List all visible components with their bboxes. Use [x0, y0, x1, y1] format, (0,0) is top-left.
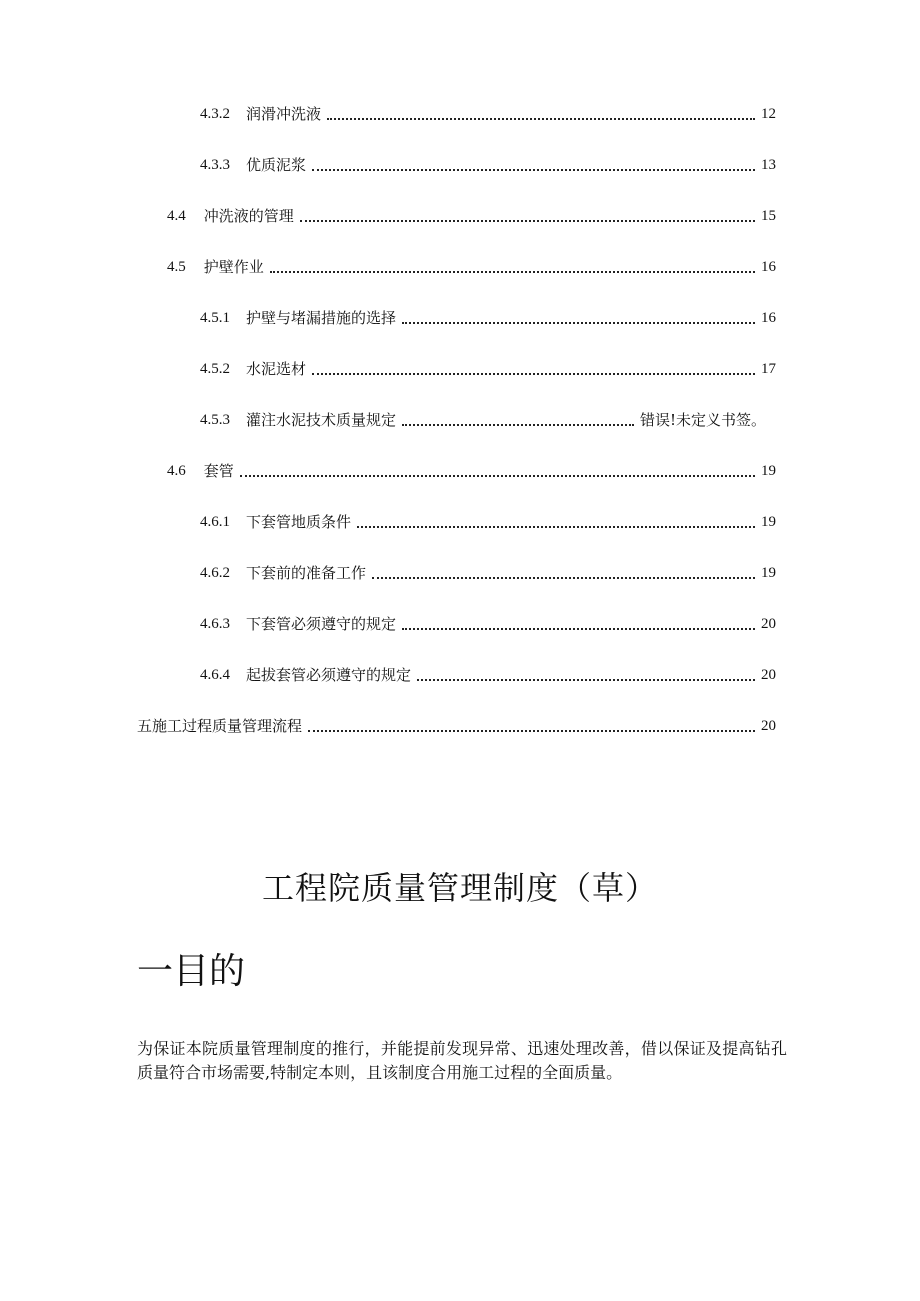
toc-entry-title: 下套管必须遵守的规定 — [246, 615, 397, 633]
toc-dot-leader — [312, 373, 755, 375]
toc-dot-leader — [240, 475, 755, 477]
section-heading: 一目的 — [137, 951, 246, 992]
toc-entry-title: 护壁作业 — [203, 258, 264, 276]
toc-entry-page: 16 — [761, 310, 776, 326]
toc-entry-number: 4.5.1 — [200, 310, 230, 326]
toc-entry-number: 4.3.2 — [200, 106, 230, 122]
toc-dot-leader — [308, 730, 755, 732]
toc-entry-number: 4.6.4 — [200, 667, 230, 683]
toc-entry-title: 下套管地质条件 — [246, 513, 352, 531]
toc-dot-leader — [417, 679, 755, 681]
toc-dot-leader — [312, 169, 755, 171]
toc-dot-leader — [357, 526, 755, 528]
toc-entry-page: 20 — [761, 667, 776, 683]
toc-entry-page: 19 — [761, 565, 776, 581]
toc-entry-title: 灌注水泥技术质量规定 — [246, 411, 397, 429]
toc-dot-leader — [300, 220, 755, 222]
toc-entry[interactable] — [167, 459, 776, 481]
toc-entry-page: 12 — [761, 106, 776, 122]
toc-entry-title: 下套前的准备工作 — [246, 564, 367, 582]
body-paragraph: 为保证本院质量管理制度的推行，并能提前发现异常、迅速处理改善，借以保证及提高钻孔质量符合市场需要,特制定本则，且该制度合用施工过程的全面质量。 — [137, 1039, 787, 1082]
toc-entry-number: 4.4 — [167, 208, 186, 224]
toc-entry-number: 4.5.2 — [200, 361, 230, 377]
toc-entry-number: 4.6.1 — [200, 514, 230, 530]
toc-entry[interactable] — [200, 612, 776, 634]
toc-entry[interactable] — [200, 102, 776, 124]
toc-entry-page: 19 — [761, 514, 776, 530]
toc-entry-number: 4.5 — [167, 259, 186, 275]
document-title: 工程院质量管理制度（草） — [261, 869, 658, 907]
toc-entry-page: 20 — [761, 616, 776, 632]
toc-entry[interactable] — [167, 204, 776, 226]
toc-entry-title: 护壁与堵漏措施的选择 — [246, 309, 397, 327]
toc-entry-title: 套管 — [203, 462, 234, 480]
toc-dot-leader — [402, 628, 755, 630]
toc-entry-page: 错误!未定义书签。 — [639, 411, 766, 429]
toc-entry[interactable] — [200, 306, 776, 328]
toc-entry-page: 16 — [761, 259, 776, 275]
toc-entry-number: 4.3.3 — [200, 157, 230, 173]
toc-entry[interactable] — [167, 255, 776, 277]
toc-entry[interactable] — [200, 510, 776, 532]
toc-entry-title: 润滑冲洗液 — [246, 105, 322, 123]
toc-entry[interactable] — [200, 408, 766, 430]
toc-entry-number: 4.6 — [167, 463, 186, 479]
toc-entry-title: 优质泥浆 — [246, 156, 307, 174]
toc-entry-page: 15 — [761, 208, 776, 224]
toc-entry-title: 五施工过程质量管理流程 — [137, 717, 303, 735]
toc-dot-leader — [402, 424, 634, 426]
toc-entry-page: 13 — [761, 157, 776, 173]
toc-entry[interactable] — [200, 153, 776, 175]
toc-entry-page: 19 — [761, 463, 776, 479]
toc-dot-leader — [372, 577, 755, 579]
toc-entry-number: 4.6.2 — [200, 565, 230, 581]
toc-entry-page: 20 — [761, 718, 776, 734]
toc-entry-number: 4.6.3 — [200, 616, 230, 632]
toc-entry[interactable] — [200, 357, 776, 379]
toc-entry-page: 17 — [761, 361, 776, 377]
toc-entry-number: 4.5.3 — [200, 412, 230, 428]
toc-entry-title: 冲洗液的管理 — [203, 207, 294, 225]
toc-entry-title: 水泥选材 — [246, 360, 307, 378]
toc-dot-leader — [327, 118, 755, 120]
toc-entry-chapter[interactable] — [137, 714, 776, 736]
toc-dot-leader — [270, 271, 755, 273]
toc-entry[interactable] — [200, 561, 776, 583]
toc-entry[interactable] — [200, 663, 776, 685]
toc-dot-leader — [402, 322, 755, 324]
toc-entry-title: 起拔套管必须遵守的规定 — [246, 666, 412, 684]
